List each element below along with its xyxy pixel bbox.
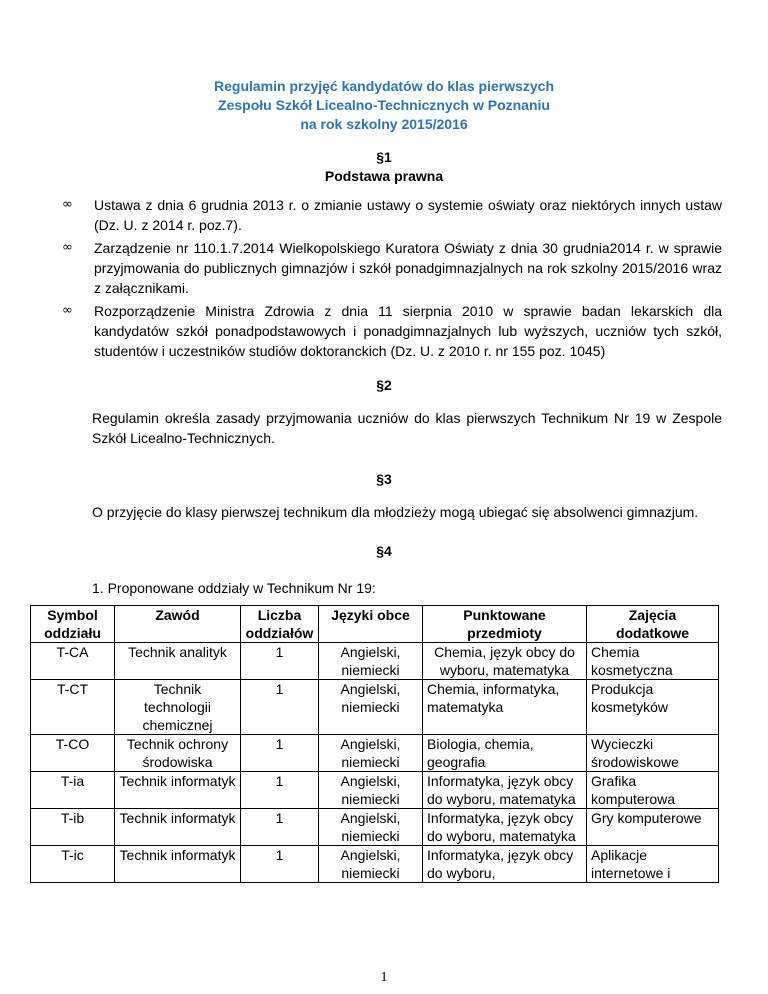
section-2-text: Regulamin określa zasady przyjmowania uczniów do klas pierwszych Technikum Nr 19 w Zespole Szkół Licealno-Technicznych. [92, 410, 722, 446]
title-line-1: Regulamin przyjęć kandydatów do klas pierwszych [214, 78, 554, 94]
section-3-symbol: §3 [376, 471, 392, 487]
table-header-row [31, 606, 719, 643]
col-header-profession: Zawód [115, 606, 241, 643]
infinity-bullet-icon: ∞ [62, 240, 73, 255]
section-4-symbol: §4 [376, 543, 392, 559]
col-header-count: Liczba oddziałów [241, 606, 319, 643]
col-header-extra: Zajęcia dodatkowe [587, 606, 719, 643]
list-item: ∞ Zarządzenie nr 110.1.7.2014 Wielkopolskiego Kuratora Oświaty z dnia 30 grudnia2014 r. w sprawie przyjmowania do publicznych gimnazjów i szkół ponadgimnazjalnych na rok szkolny 2015/2016 wraz z załącznikami. [62, 240, 722, 296]
table-row: T-CT Technik technologii chemicznej 1 Angielski, niemiecki Chemia, informatyka, matematyka Produkcja kosmetyków [31, 680, 719, 735]
title-line-3: na rok szkolny 2015/2016 [300, 116, 468, 132]
table-row: T-CA Technik analityk 1 Angielski, niemiecki Chemia, język obcy do wyboru, matematyka Chemia kosmetyczna [31, 643, 719, 680]
section-2-symbol: §2 [376, 377, 392, 393]
section-4-item-1: 1. Proponowane oddziały w Technikum Nr 19: [92, 580, 376, 596]
classes-table [30, 605, 719, 883]
col-header-subjects: Punktowane przedmioty [423, 606, 587, 643]
table-row: T-CO Technik ochrony środowiska 1 Angielski, niemiecki Biologia, chemia, geografia Wycieczki środowiskowe [31, 735, 719, 772]
title-line-2: Zespołu Szkół Licealno-Technicznych w Poznaniu [218, 97, 550, 113]
section-1-symbol: §1 [376, 149, 392, 165]
section-3-text: O przyjęcie do klasy pierwszej technikum dla młodzieży mogą ubiegać się absolwenci gimnazjum. [92, 504, 699, 520]
list-item: ∞ Ustawa z dnia 6 grudnia 2013 r. o zmianie ustawy o systemie oświaty oraz niektórych innych ustaw (Dz. U. z 2014 r. poz.7). [62, 197, 722, 233]
infinity-bullet-icon: ∞ [62, 197, 73, 212]
table-row: T-ic Technik informatyk 1 Angielski, niemiecki Informatyka, język obcy do wyboru, Aplikacje internetowe i [31, 846, 719, 883]
list-item: ∞ Rozporządzenie Ministra Zdrowia z dnia 11 sierpnia 2010 w sprawie badan lekarskich dla kandydatów szkół ponadpodstawowych i ponadgimnazjalnych lub wyższych, uczniów tych szkół, studentów i uczestników studiów doktoranckich (Dz. U. z 2010 r. nr 155 poz. 1045) [62, 303, 722, 359]
section-1-heading: Podstawa prawna [324, 168, 444, 184]
table-row: T-ia Technik informatyk 1 Angielski, niemiecki Informatyka, język obcy do wyboru, matematyka Grafika komputerowa [31, 772, 719, 809]
col-header-symbol: Symbol oddziału [31, 606, 115, 643]
infinity-bullet-icon: ∞ [62, 303, 73, 318]
legal-basis-list [62, 195, 722, 364]
table-row: T-ib Technik informatyk 1 Angielski, niemiecki Informatyka, język obcy do wyboru, matematyka Gry komputerowe [31, 809, 719, 846]
page-number: 1 [380, 970, 388, 985]
col-header-languages: Języki obce [319, 606, 423, 643]
